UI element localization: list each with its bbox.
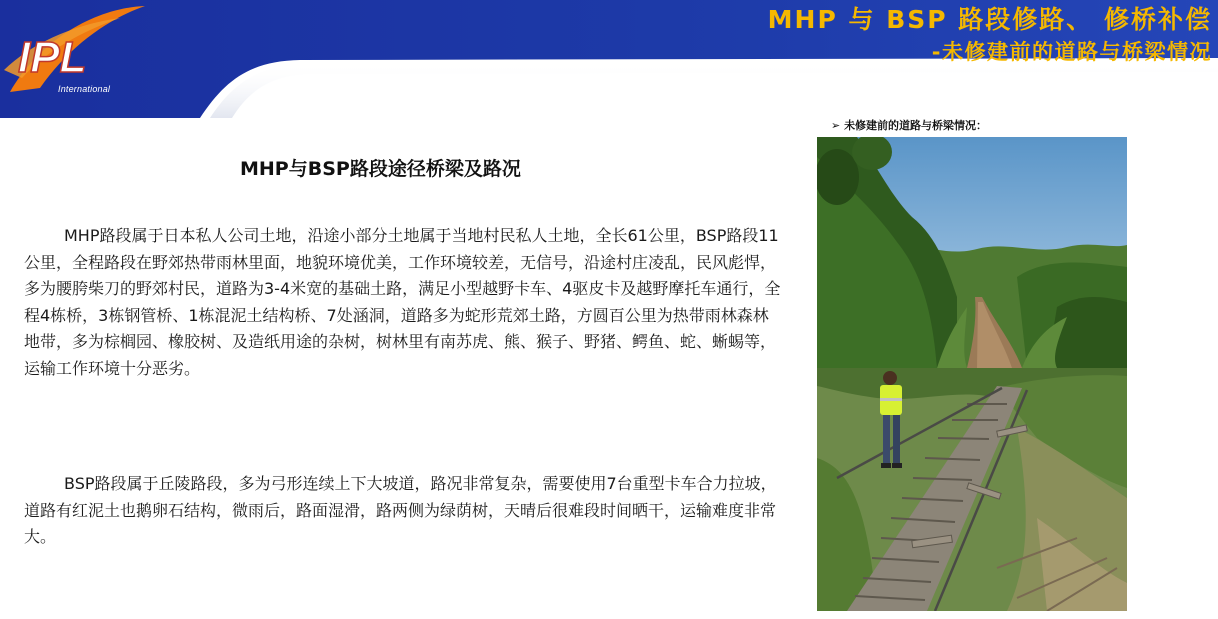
logo-subtext: International: [58, 84, 111, 94]
page-subtitle: -未修建前的道路与桥梁情况: [931, 40, 1212, 64]
header-band: [0, 0, 1218, 118]
photo-caption: [831, 117, 987, 133]
bullet-arrow-icon: ➢: [831, 119, 841, 132]
page-title: MHP 与 BSP 路段修路、 修桥补偿: [767, 5, 1212, 34]
photo-jungle-road: [817, 137, 1127, 368]
paragraph-bsp: BSP路段属于丘陵路段，多为弓形连续上下大坡道，路况非常复杂，需要使用7台重型卡车合力拉坡，道路有红泥土也鹅卵石结构，微雨后，路面湿滑，路两侧为绿荫树，天晴后很难段时间晒干，运输难度非常大。: [24, 474, 777, 546]
photo-caption-text: 未修建前的道路与桥梁情况：: [844, 119, 988, 132]
logo-lettering: IPL: [18, 33, 87, 82]
paragraph-mhp: MHP路段属于日本私人公司土地，沿途小部分土地属于当地村民私人土地，全长61公里，BSP路段11公里，全程路段在野郊热带雨林里面，地貌环境优美，工作环境较差，无信号，沿途村庄凌乱，民风彪悍，多为腰胯柴刀的野郊村民，道路为3-4米宽的基础土路，满足小型越野卡车、4驱皮卡及越野摩托车通行，全程4栋桥，3栋钢管桥、1栋混泥土结构桥、7处涵洞，道路多为蛇形荒郊土路，方圆百公里为热带雨林森林地带，多为棕榈园、橡胶树、及造纸用途的杂树，树林里有南苏虎、熊、猴子、野猪、鳄鱼、蛇、蜥蜴等，运输工作环境十分恶劣。: [24, 226, 781, 378]
photo-wooden-bridge: [817, 368, 1127, 611]
section-heading: MHP与BSP路段途径桥梁及路况: [240, 158, 521, 180]
